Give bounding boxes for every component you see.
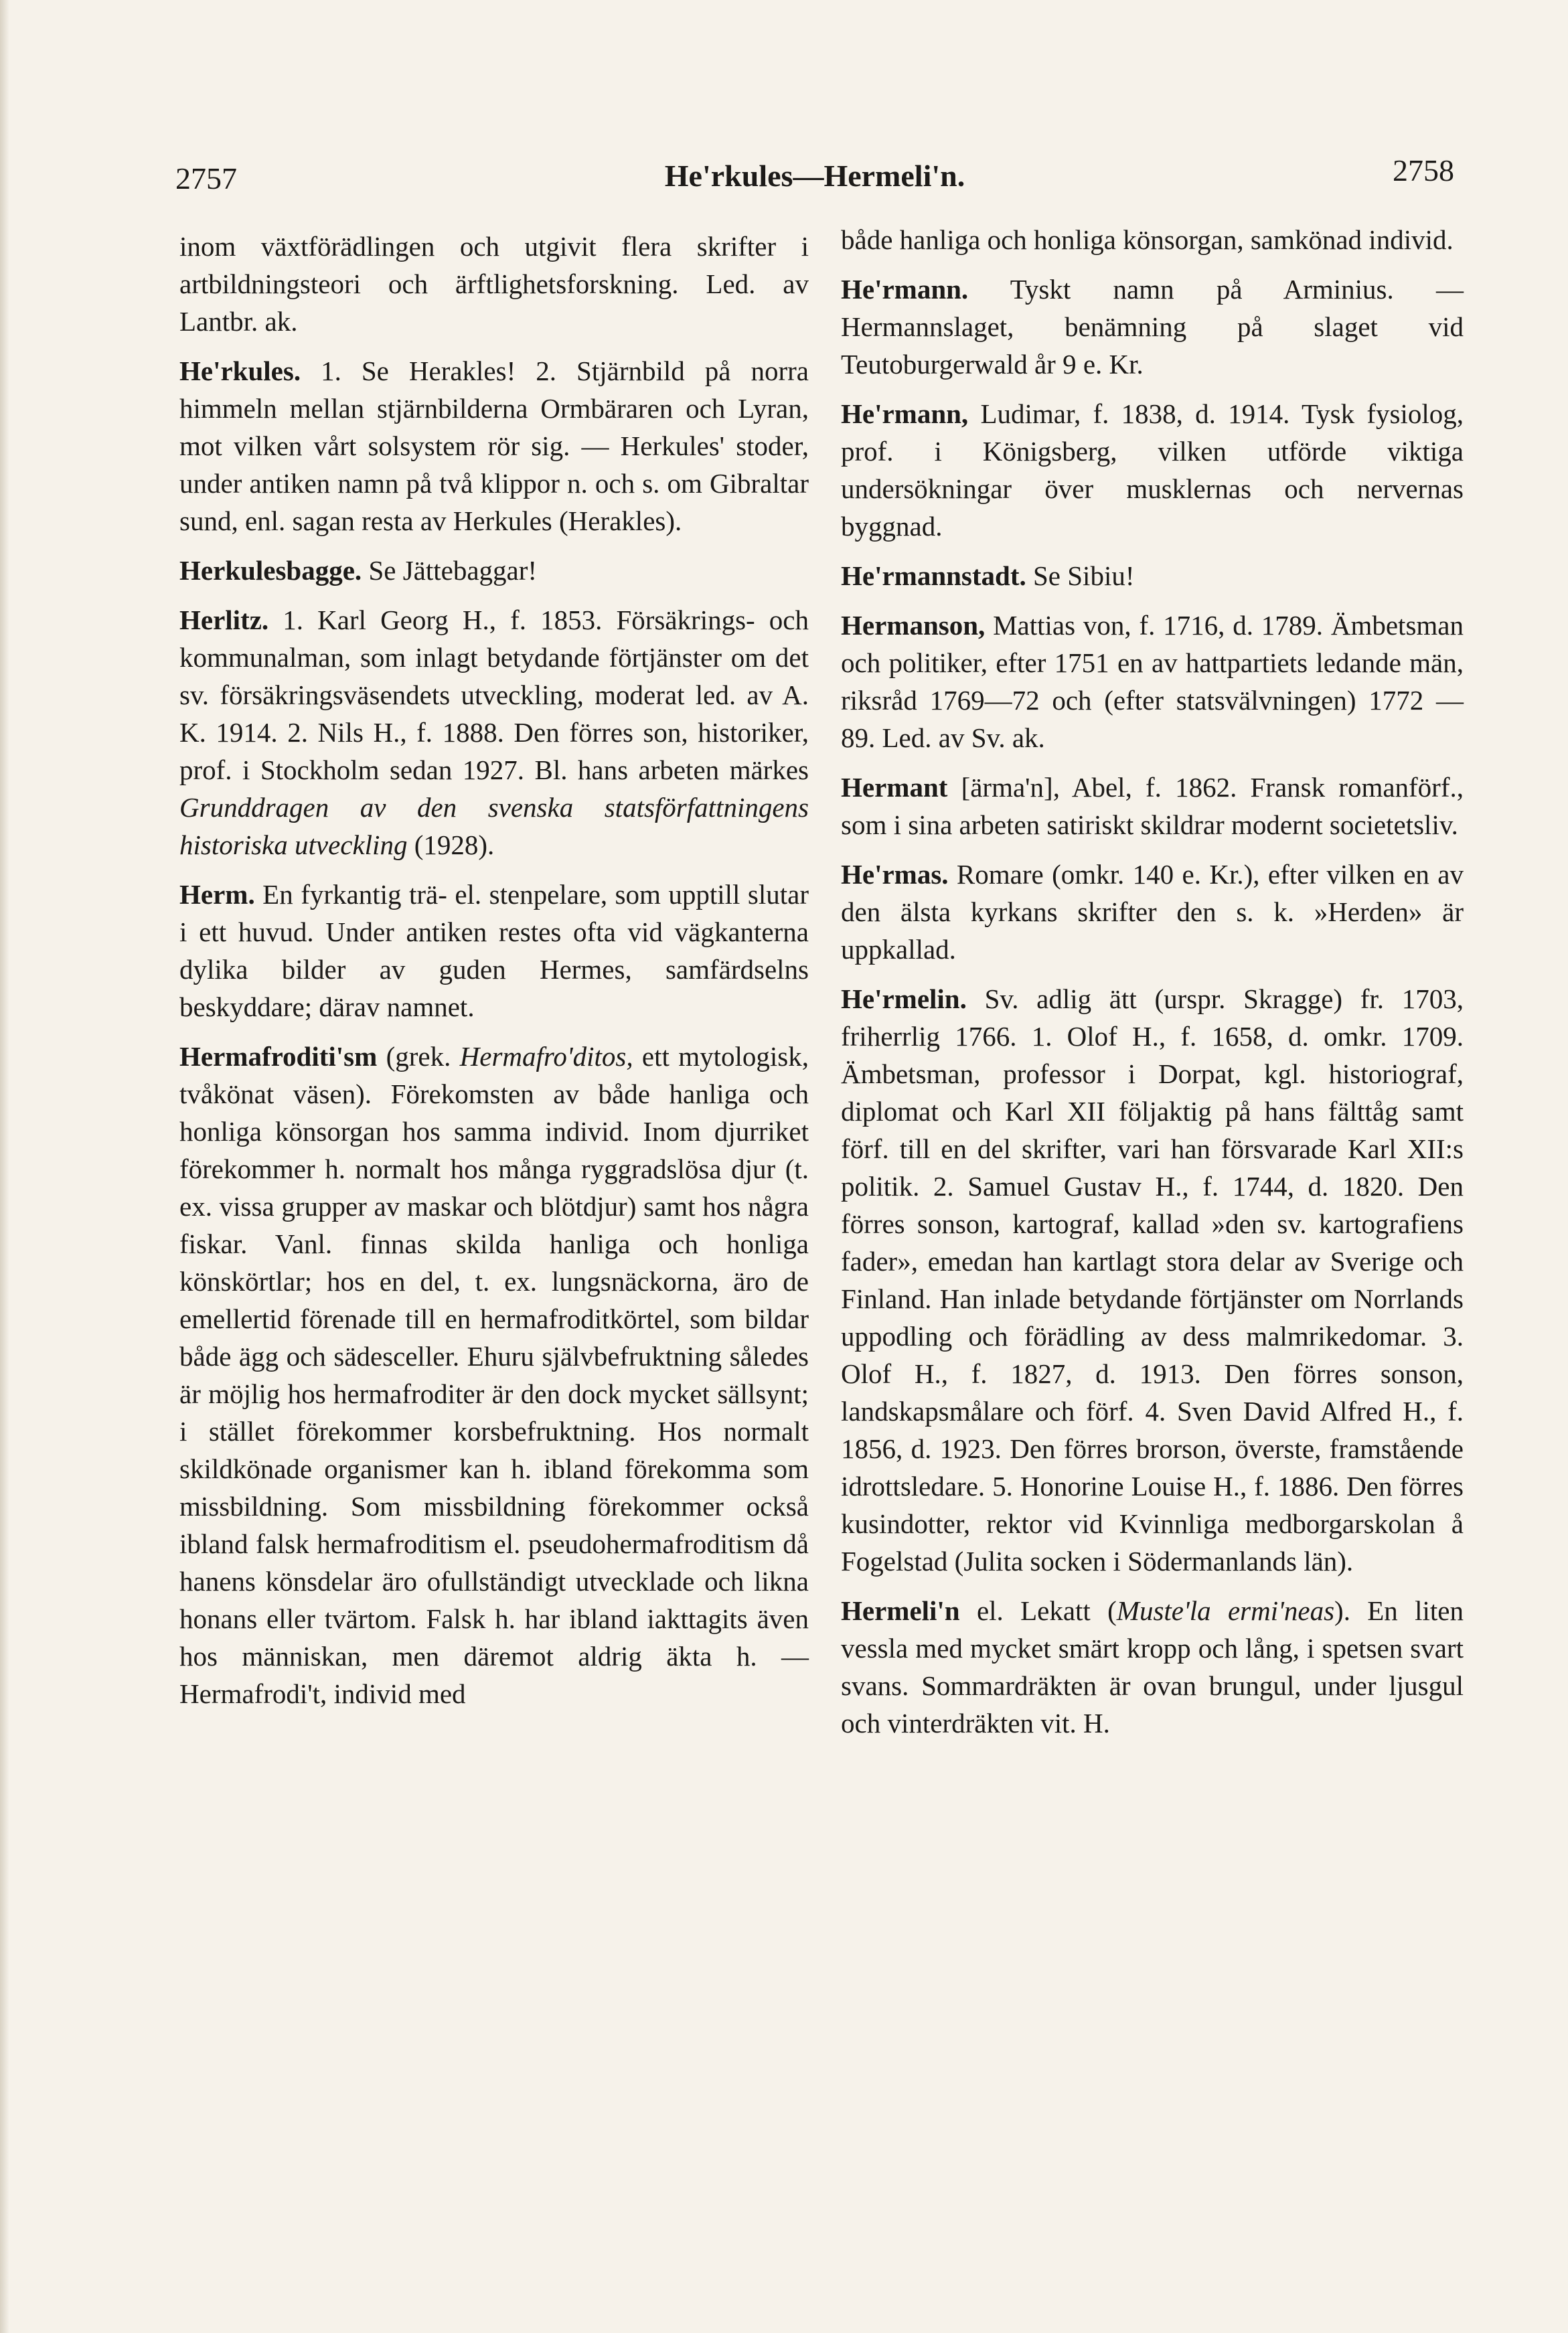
right-page-number: 2758 [1393,153,1454,187]
headword: He'rmelin. [841,983,967,1014]
left-column [179,228,809,1724]
headword: Hermant [841,772,948,803]
entry-hermann-ludimar: He'rmann, Ludimar, f. 1838, d. 1914. Tysk fysiolog, prof. i Königsberg, vilken utförde viktiga undersökningar över musklernas och nervernas byggnad. [841,398,1464,542]
entry-hermannstadt: He'rmannstadt. Se Sibiu! [841,560,1135,591]
entry-hermas: He'rmas. Romare (omkr. 140 e. Kr.), efter vilken en av den älsta kyrkans skrifter den s. k. »Herden» är uppkallad. [841,859,1464,965]
page-header [175,151,1454,212]
headword: Hermeli'n [841,1595,960,1626]
entry-herm: Herm. En fyrkantig trä- el. stenpelare, som upptill slutar i ett huvud. Under antiken restes ofta vid vägkanterna dylika bilder av guden Hermes, samfärdselns beskyddare; därav namnet. [179,879,809,1022]
entry-continuation: inom växtförädlingen och utgivit flera skrifter i artbildningsteori och ärftlighetsforskning. Led. av Lantbr. ak. [179,231,809,337]
headword: Herm. [179,879,255,910]
headword: Hermafroditi'sm [179,1041,378,1072]
headword: He'rmann. [841,274,969,305]
entry-hermant: Hermant [ärma'n], Abel, f. 1862. Fransk romanförf., som i sina arbeten satiriskt skildrar modernt societetsliv. [841,772,1464,840]
headword: He'rmas. [841,859,949,890]
headword: He'rmann, [841,398,969,429]
entry-hermann-name: He'rmann. Tyskt namn på Arminius. — Hermannslaget, benämning på slaget vid Teutoburgerwald år 9 e. Kr. [841,274,1464,380]
entry-continuation: både hanliga och honliga könsorgan, samkönad individ. [841,224,1454,255]
headword: Herlitz. [179,605,269,635]
entry-hermelin-family: He'rmelin. Sv. adlig ätt (urspr. Skragge) fr. 1703, friherrlig 1766. 1. Olof H., f. 1658, d. omkr. 1709. Ämbetsman, professor i Dorpat, kgl. historiograf, diplomat och Karl XII följaktig på hans fälttåg samt förf. till en del skrifter, vari han försvarade Karl XII:s politik. 2. Samuel Gustav H., f. 1744, d. 1820. Den förres sonson, kartograf, kallad »den sv. kartografiens fader», emedan han kartlagt stora delar av Sverige och Finland. Han inlade betydande förtjänster om Norrlands uppodling och förädling av dess malmrikedomar. 3. Olof H., f. 1827, d. 1913. Den förres sonson, landskapsmålare och förf. 4. Sven David Alfred H., f. 1856, d. 1923. Den förres brorson, överste, framstående idrottsledare. 5. Honorine Louise H., f. 1886. Den förres kusindotter, rektor vid Kvinnliga medborgarskolan å Fogelstad (Julita socken i Södermanlands län). [841,983,1464,1577]
left-page-number: 2757 [175,161,237,195]
entry-herkules: He'rkules. 1. Se Herakles! 2. Stjärnbild på norra himmeln mellan stjärnbilderna Ormbäraren och Lyran, mot vilken vårt solsystem rör sig. — Herkules' stoder, under antiken namn på två klippor n. och s. om Gibraltar sund, enl. sagan resta av Herkules (Herakles). [179,355,809,536]
headword: He'rmannstadt. [841,560,1026,591]
page-edge [0,0,9,2333]
entry-herlitz: Herlitz. 1. Karl Georg H., f. 1853. Försäkrings- och kommunalman, som inlagt betydande förtjänster om det sv. försäkringsväsendets utveckling, moderat led. av A. K. 1914. 2. Nils H., f. 1888. Den förres son, historiker, prof. i Stockholm sedan 1927. Bl. hans arbeten märkes Grunddragen av den svenska statsförfattningens historiska utveckling (1928). [179,605,809,860]
entry-hermafroditism: Hermafroditi'sm (grek. Hermafro'ditos, ett mytologisk, tvåkönat väsen). Förekomsten av både hanliga och honliga könsorgan hos samma individ. Inom djurriket förekommer h. normalt hos många ryggradslösa djur (t. ex. vissa grupper av maskar och blötdjur) samt hos några fiskar. Vanl. finnas skilda hanliga och honliga könskörtlar; hos en del, t. ex. lungsnäckorna, äro de emellertid förenade till en hermafroditkörtel, som bildar både ägg och sädesceller. Ehuru självbefruktning således är möjlig hos hermafroditer är den dock mycket sällsynt; i stället förekommer korsbefruktning. Hos normalt skildkönade organismer kan h. ibland förekomma som missbildning. Som missbildning förekommer också ibland falsk hermafroditism el. pseudohermafroditism då hanens könsdelar äro ofullständigt utvecklade och likna honans eller tvärtom. Falsk h. har ibland iakttagits även hos människan, men däremot aldrig äkta h. — Hermafrodi't, individ med [179,1041,809,1709]
right-column [841,221,1464,1754]
entry-hermanson: Hermanson, Mattias von, f. 1716, d. 1789. Ämbetsman och politiker, efter 1751 en av hattpartiets ledande män, riksråd 1769—72 och (efter statsvälvningen) 1772 —89. Led. av Sv. ak. [841,610,1464,753]
running-head: He'rkules—Hermeli'n. [664,159,965,193]
entry-herkulesbagge: Herkulesbagge. Se Jättebaggar! [179,555,538,586]
headword: Hermanson, [841,610,986,641]
entry-hermelin-animal: Hermeli'n el. Lekatt (Muste'la ermi'neas). En liten vessla med mycket smärt kropp och lång, i spetsen svart svans. Sommardräkten är ovan brungul, under ljusgul och vinterdräkten vit. H. [841,1595,1464,1739]
headword: Herkulesbagge. [179,555,362,586]
headword: He'rkules. [179,355,301,386]
